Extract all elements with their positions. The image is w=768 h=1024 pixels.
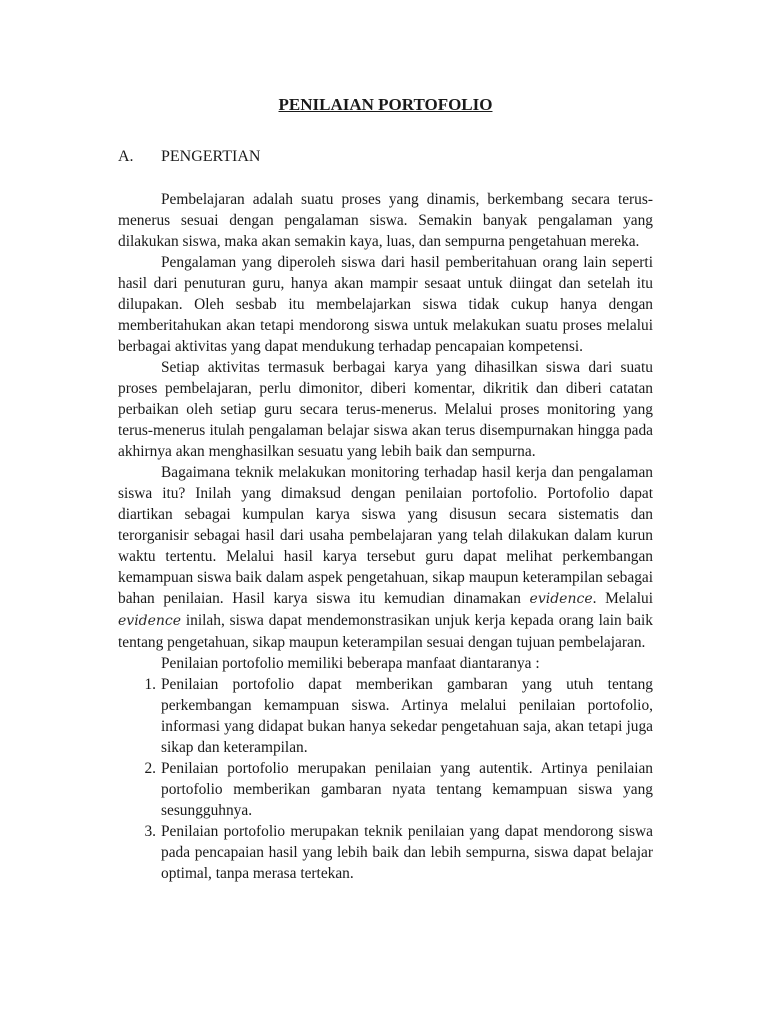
benefits-list (118, 674, 653, 884)
paragraph-4-text-c: inilah, siswa dapat mendemonstrasikan unjuk kerja kepada orang lain baik tentang pengetahuan, sikap maupun keterampilan sesuai dengan tujuan pembelajaran. (118, 612, 653, 651)
list-item-number: 2. (144, 760, 156, 777)
list-item (118, 758, 653, 821)
document-title: PENILAIAN PORTOFOLIO (278, 95, 493, 114)
list-item (118, 821, 653, 884)
list-intro: Penilaian portofolio memiliki beberapa manfaat diantaranya : (161, 655, 540, 672)
document-page (118, 93, 653, 884)
document-body (118, 189, 653, 884)
paragraph-4-text-b: . Melalui (592, 590, 653, 607)
paragraph-4-text-a: Bagaimana teknik melakukan monitoring terhadap hasil kerja dan pengalaman siswa itu? Inilah yang dimaksud dengan penilaian portofolio. Portofolio dapat diartikan sebagai kumpulan karya siswa yang disusun secara sistematis dan terorganisir sebagai hasil dari usaha pembelajaran yang telah dilakukan dalam kurun waktu tertentu. Melalui hasil karya tersebut guru dapat melihat perkembangan kemampuan siswa baik dalam aspek pengetahuan, sikap maupun keterampilan sebagai bahan penilaian. Hasil karya siswa itu kemudian dinamakan (118, 464, 653, 607)
list-item-text: Penilaian portofolio dapat memberikan gambaran yang utuh tentang perkembangan kemampuan siswa. Artinya melalui penilaian portofolio, informasi yang didapat bukan hanya sekedar pengetahuan saja, akan tetapi juga sikap dan keterampilan. (161, 676, 653, 756)
evidence-term: evidence (529, 591, 593, 607)
list-item-number: 1. (144, 676, 156, 693)
paragraph-3: Setiap aktivitas termasuk berbagai karya yang dihasilkan siswa dari suatu proses pembelajaran, perlu dimonitor, diberi komentar, dikritik dan diberi catatan perbaikan oleh setiap guru secara terus-menerus. Melalui proses monitoring yang terus-menerus itulah pengalaman belajar siswa akan terus disempurnakan hingga pada akhirnya akan menghasilkan sesuatu yang lebih baik dan sempurna. (118, 359, 653, 460)
paragraph-2: Pengalaman yang diperoleh siswa dari hasil pemberitahuan orang lain seperti hasil dari penuturan guru, hanya akan mampir sesaat untuk diingat dan setelah itu dilupakan. Oleh sesbab itu membelajarkan siswa tidak cukup hanya dengan memberitahukan akan tetapi mendorong siswa untuk melakukan suatu proses melalui berbagai aktivitas yang dapat mendukung terhadap pencapaian kompetensi. (118, 254, 653, 355)
paragraph-4 (118, 462, 653, 653)
section-number: A. (118, 148, 134, 165)
paragraph-1: Pembelajaran adalah suatu proses yang dinamis, berkembang secara terus-menerus sesuai dengan pengalaman siswa. Semakin banyak pengalaman yang dilakukan siswa, maka akan semakin kaya, luas, dan sempurna pengetahuan mereka. (118, 191, 653, 250)
list-item-text: Penilaian portofolio merupakan penilaian yang autentik. Artinya penilaian portofolio memberikan gambaran nyata tentang kemampuan siswa yang sesungguhnya. (161, 760, 653, 819)
list-item-text: Penilaian portofolio merupakan teknik penilaian yang dapat mendorong siswa pada pencapaian hasil yang lebih baik dan lebih sempurna, siswa dapat belajar optimal, tanpa merasa tertekan. (161, 823, 653, 882)
evidence-term: evidence (118, 613, 182, 629)
list-item-number: 3. (144, 823, 156, 840)
section-heading (118, 146, 653, 168)
section-title: PENGERTIAN (161, 148, 261, 165)
list-item (118, 674, 653, 758)
